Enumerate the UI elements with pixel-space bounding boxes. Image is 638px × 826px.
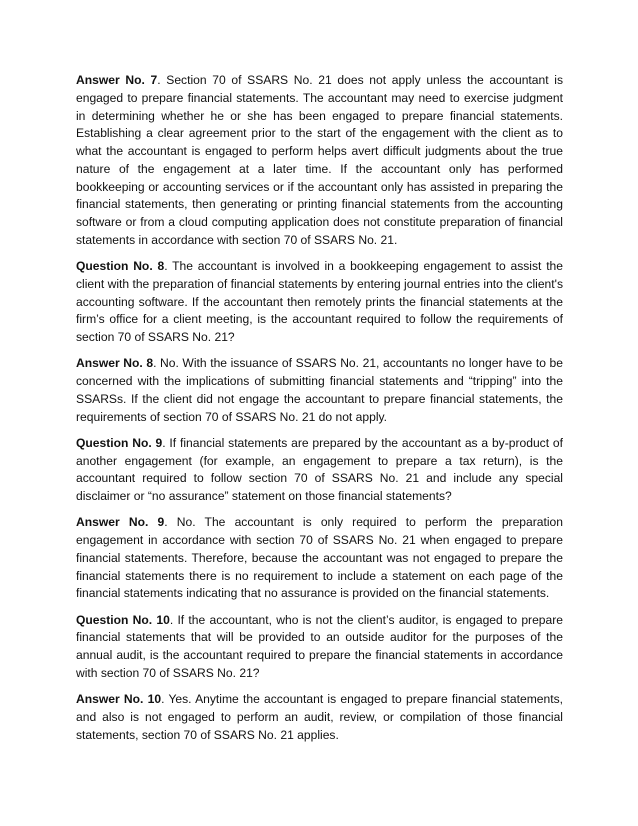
answer-8-paragraph xyxy=(76,355,563,426)
paragraph-text: . If the accountant, who is not the client’s auditor, is engaged to prepare financial statements that will be provided to an outside auditor for the purposes of the annual audit, is the accountant required to prepare the financial statements in accordance with section 70 of SSARS No. 21? xyxy=(76,612,564,680)
paragraph-text: . Yes. Anytime the accountant is engaged to prepare financial statements, and also is not engaged to perform an audit, review, or compilation of those financial statements, section 70 of SSARS No. 21 applies. xyxy=(76,692,563,742)
paragraph-heading: Answer No. 8 xyxy=(76,356,154,371)
paragraph-text: . No. With the issuance of SSARS No. 21, accountants no longer have to be concerned with the implications of submitting financial statements and “tripping” into the SSARSs. If the client did not engage the accountant to prepare financial statements, the requirements of section 70 of SSARS No. 21 do not apply. xyxy=(76,356,563,424)
paragraph-heading: Question No. 8 xyxy=(76,259,165,273)
paragraph-heading: Question No. 9 xyxy=(76,435,163,450)
question-8-paragraph xyxy=(76,258,563,347)
paragraph-heading: Question No. 10 xyxy=(76,612,170,627)
paragraph-heading: Answer No. 7 xyxy=(76,73,158,87)
paragraph-heading: Answer No. 10 xyxy=(76,692,162,706)
paragraph-text: . Section 70 of SSARS No. 21 does not apply unless the accountant is engaged to prepare financial statements. The accountant may need to exercise judgment in determining whether he or she has been engaged to prepare financial statements. Establishing a clear agreement prior to the start of the engagement with the client as to what the accountant is engaged to perform helps avert difficult judgments about the true nature of the engagement at a later time. If the accountant only has performed bookkeeping or accounting services or if the accountant only has assisted in preparing the financial statements, then generating or printing financial statements from the accounting software or from a cloud computing application does not constitute preparation of financial statements in accordance with section 70 of SSARS No. 21. xyxy=(76,73,563,247)
paragraph-heading: Answer No. 9 xyxy=(76,515,165,530)
paragraph-text: . The accountant is involved in a bookkeeping engagement to assist the client with the preparation of financial statements by entering journal entries into the client's accounting software. If the accountant then remotely prints the financial statements at the firm’s office for a client meeting, is the accountant required to follow the requirements of section 70 of SSARS No. 21? xyxy=(76,259,564,344)
paragraph-text: . If financial statements are prepared by the accountant as a by-product of another engagement (for example, an engagement to prepare a tax return), is the accountant required to follow section 70 of SSARS No. 21 and include any special disclaimer or “no assurance” statement on those financial statements? xyxy=(76,435,563,503)
answer-9-paragraph xyxy=(76,514,563,603)
answer-7-paragraph xyxy=(76,72,563,250)
question-10-paragraph xyxy=(76,612,563,683)
question-9-paragraph xyxy=(76,435,563,506)
paragraph-text: . No. The accountant is only required to perform the preparation engagement in accordance with section 70 of SSARS No. 21 when engaged to prepare financial statements. Therefore, because the accountant was not engaged to prepare the financial statements there is no requirement to include a statement on each page of the financial statements indicating that no assurance is provided on the financial statements. xyxy=(76,515,563,601)
answer-10-paragraph xyxy=(76,691,563,744)
document-page xyxy=(76,72,563,753)
